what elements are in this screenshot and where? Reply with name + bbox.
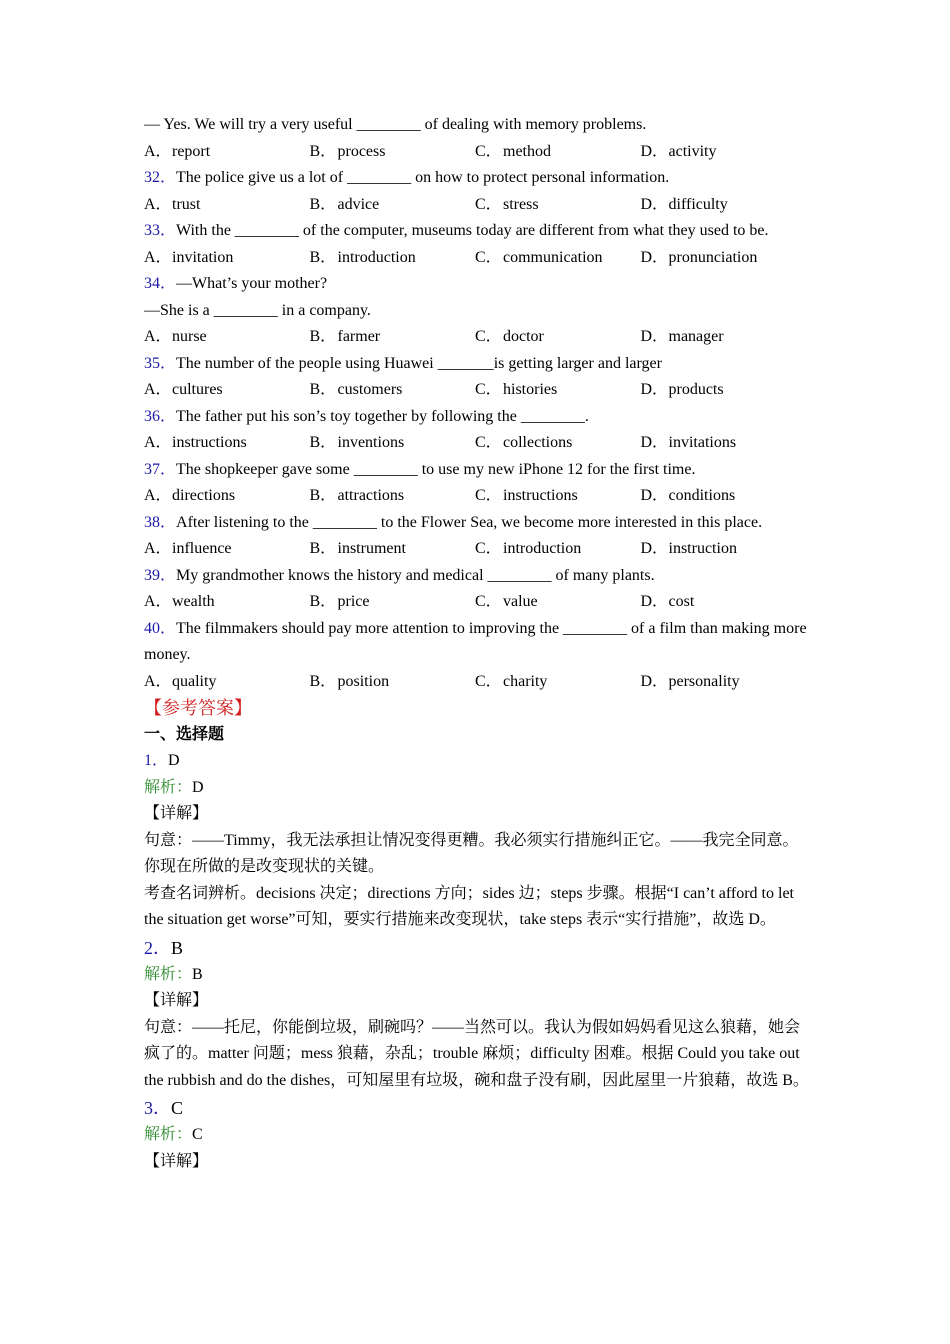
question-32: 32．The police give us a lot of ________ on how to protect personal information. [144, 169, 670, 186]
option-b: B．introduction [309, 248, 416, 266]
option-a: A．directions [144, 487, 236, 504]
question-stem: — Yes. We will try a very useful ________ of dealing with memory problems. [144, 116, 647, 133]
option-d: D．cost [640, 593, 695, 610]
option-b: B．advice [309, 195, 380, 213]
option-b: B．customers [309, 381, 403, 398]
option-b: B．inventions [309, 434, 405, 451]
option-c: C．instructions [475, 487, 578, 504]
option-d: D．instruction [640, 540, 737, 557]
option-c: C．introduction [475, 540, 582, 557]
option-d: D．activity [640, 142, 717, 160]
question-33: 33．With the ________ of the computer, museums today are different from what they used to be. [144, 222, 769, 239]
option-d: D．pronunciation [640, 248, 758, 266]
option-row [144, 536, 809, 563]
answer-2: 2．B [144, 937, 184, 958]
option-d: D．manager [640, 328, 724, 345]
option-a: A．trust [144, 195, 201, 213]
option-c: C．histories [475, 381, 558, 398]
option-row [144, 430, 809, 457]
option-c: C．value [475, 593, 538, 610]
option-b: B．attractions [309, 487, 405, 504]
answer-1: 1．D [144, 752, 180, 769]
option-c: C．communication [475, 248, 603, 266]
option-d: D．difficulty [640, 195, 728, 213]
option-c: C．stress [475, 195, 539, 213]
option-d: D．conditions [640, 487, 736, 504]
section-title: 一、选择题 [144, 726, 225, 743]
option-c: C．method [475, 142, 551, 160]
option-row [144, 589, 809, 616]
option-b: B．instrument [309, 540, 406, 557]
option-b: B．farmer [309, 328, 381, 345]
option-a: A．instructions [144, 434, 247, 451]
question-35: 35．The number of the people using Huawei _______is getting larger and larger [144, 354, 662, 372]
option-c: C．collections [475, 434, 573, 451]
option-c: C．doctor [475, 328, 544, 345]
detail-label: 【详解】 [144, 805, 209, 822]
answer-3: 3．C [144, 1098, 184, 1118]
explanation-paragraph: 考查名词辨析。decisions 决定；directions 方向；sides 边；steps 步骤。根据“I can’t afford to let the situation get worse”可知，要实行措施来改变现状，take steps 表示“实行措施”，故选 D。 [144, 884, 794, 928]
detail-label: 【详解】 [144, 992, 209, 1009]
option-a: A．nurse [144, 328, 207, 345]
option-a: A．report [144, 142, 211, 160]
detail-label: 【详解】 [144, 1152, 209, 1170]
explanation-paragraph: 句意：——托尼，你能倒垃圾，刷碗吗？——当然可以。我认为假如妈妈看见这么狼藉，她会疯了的。matter 问题；mess 狼藉，杂乱；trouble 麻烦；difficulty 困难。根据 Could you take out the rubbish and do the dishes，可知屋里有垃圾，碗和盘子没有刷，因此屋里一片狼藉，故选 B。 [144, 1018, 809, 1089]
question-36: 36．The father put his son’s toy together by following the ________. [144, 407, 589, 425]
page-content [144, 112, 809, 1175]
analysis-line: 解析：D [144, 778, 204, 796]
analysis-line: 解析：B [144, 965, 203, 983]
question-39: 39．My grandmother knows the history and medical ________ of many plants. [144, 566, 655, 584]
option-b: B．price [309, 593, 370, 610]
answer-header: 【参考答案】 [144, 698, 252, 718]
question-stem-line-2: —She is a ________ in a company. [144, 301, 371, 319]
option-row [144, 192, 809, 219]
option-a: A．cultures [144, 381, 223, 398]
option-row [144, 139, 809, 166]
option-b: B．process [309, 142, 386, 160]
option-d: D．invitations [640, 434, 737, 451]
option-row [144, 669, 809, 696]
question-34: 34．—What’s your mother? [144, 275, 328, 292]
explanation-paragraph: 句意：——Timmy，我无法承担让情况变得更糟。我必须实行措施纠正它。——我完全同意。你现在所做的是改变现状的关键。 [144, 831, 799, 875]
option-a: A．wealth [144, 593, 215, 610]
option-d: D．personality [640, 672, 740, 690]
analysis-line: 解析：C [144, 1126, 203, 1143]
option-b: B．position [309, 672, 390, 690]
option-a: A．quality [144, 672, 217, 690]
option-row [144, 483, 809, 510]
question-37: 37．The shopkeeper gave some ________ to use my new iPhone 12 for the first time. [144, 460, 696, 478]
option-a: A．invitation [144, 248, 234, 266]
option-row [144, 245, 809, 272]
option-a: A．influence [144, 540, 232, 557]
option-row [144, 377, 809, 404]
option-c: C．charity [475, 672, 548, 690]
option-row [144, 324, 809, 351]
question-38: 38．After listening to the ________ to the Flower Sea, we become more interested in this place. [144, 513, 763, 531]
option-d: D．products [640, 381, 724, 398]
question-40: 40．The filmmakers should pay more attention to improving the ________ of a film than making more money. [144, 619, 807, 663]
